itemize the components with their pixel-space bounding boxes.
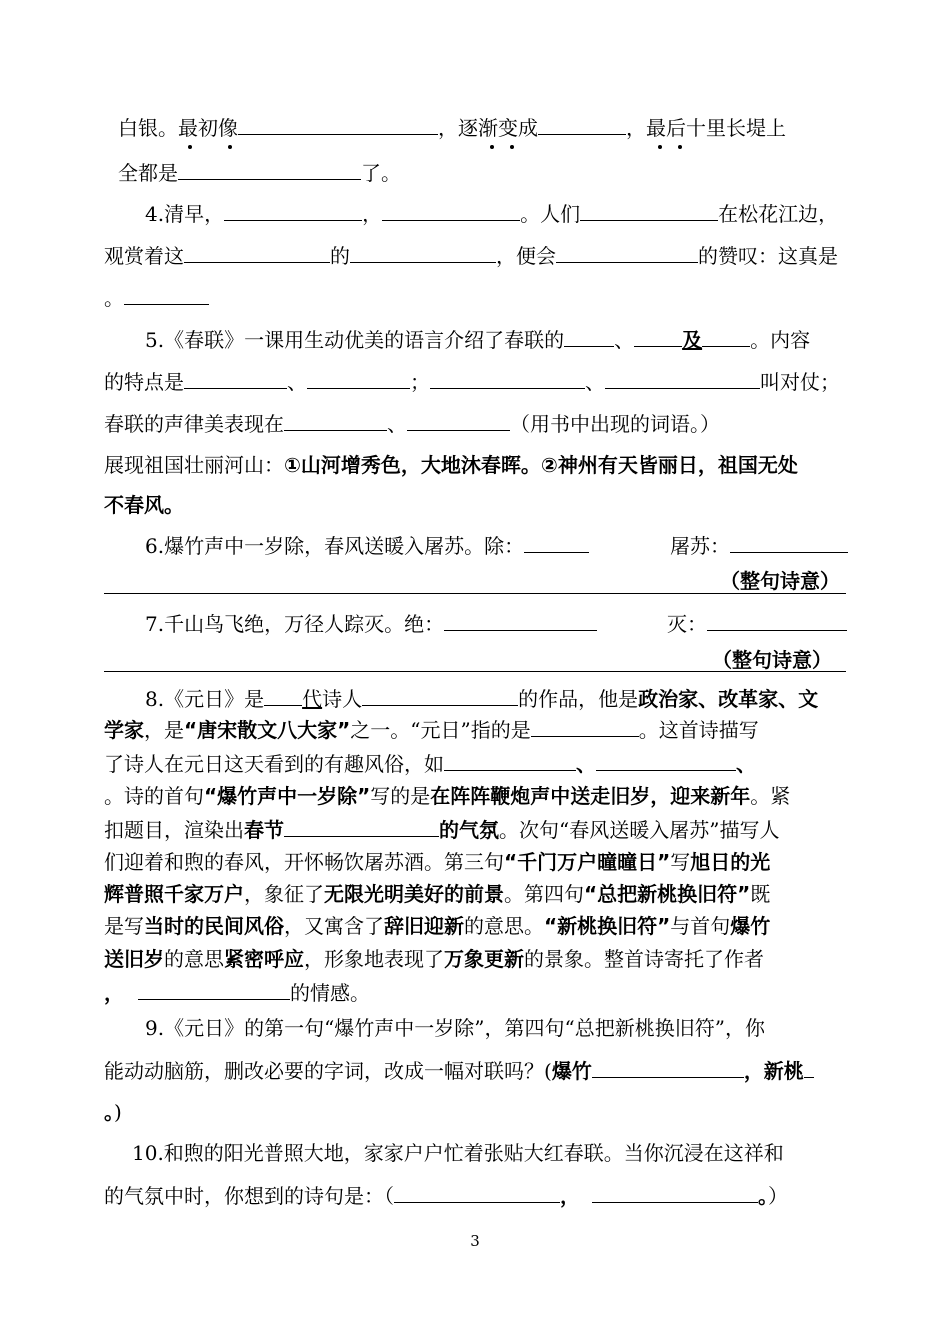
blank[interactable]	[224, 198, 362, 221]
q4-line-1: 4.清早， ， 。人们 在松花江边，	[145, 198, 838, 228]
q5-line-5: 不春风。	[104, 493, 184, 517]
q7-line-1b: 灭：	[667, 608, 847, 638]
q4-line-2: 观赏着这 的 ，便会 的赞叹：这真是	[104, 240, 838, 270]
q5-line-4: 展现祖国壮丽河山：①山河增秀色，大地沐春晖。②神州有天皆丽日，祖国无处	[104, 453, 798, 477]
blank[interactable]	[444, 608, 597, 631]
blank[interactable]	[238, 112, 438, 135]
blank[interactable]	[538, 112, 626, 135]
blank[interactable]	[592, 1180, 758, 1203]
blank[interactable]	[178, 157, 361, 180]
q9-line-2: 能动动脑筋，删改必要的字词，改成一幅对联吗？(爆竹 ，新桃	[104, 1055, 814, 1085]
q4-line-3: 。	[104, 282, 209, 312]
blank[interactable]	[184, 240, 330, 263]
q8-line-6: 们迎着和煦的春风，开怀畅饮屠苏酒。第三句“千门万户曈曈日”写旭日的光	[104, 850, 771, 874]
blank[interactable]	[444, 748, 576, 771]
q8-line-5: 扣题目，渲染出春节 的气氛。次句“春风送暖入屠苏”描写人	[104, 814, 779, 844]
q8-line-8: 是写当时的民间风俗，又寓含了辞旧迎新的意思。“新桃换旧符”与首句爆竹	[104, 914, 771, 938]
q6-line-1b: 屠苏：	[670, 530, 848, 560]
q8-line-7: 辉普照千家万户，象征了无限光明美好的前景。第四句“总把新桃换旧符”既	[104, 882, 771, 906]
blank[interactable]	[350, 240, 496, 263]
q5-line-2: 的特点是 、 ； 、 叫对仗；	[104, 366, 840, 396]
blank[interactable]	[407, 408, 510, 431]
blank[interactable]	[362, 683, 518, 706]
blank[interactable]	[524, 530, 589, 553]
blank[interactable]	[138, 977, 290, 1000]
q6-line-1: 6.爆竹声中一岁除，春风送暖入屠苏。除：	[145, 530, 589, 560]
blank[interactable]	[284, 814, 439, 837]
blank[interactable]	[124, 282, 209, 305]
answer-rule[interactable]	[104, 671, 846, 672]
blank[interactable]	[564, 324, 614, 347]
q10-line-1: 10.和煦的阳光普照大地，家家户户忙着张贴大红春联。当你沉浸在这祥和	[132, 1141, 784, 1165]
q8-line-2: 学家，是“唐宋散文八大家”之一。“元日”指的是 。这首诗描写	[104, 714, 759, 744]
blank[interactable]	[730, 530, 848, 553]
line-1: 白银。最初像 ，逐渐变成 ，最后十里长堤上	[118, 112, 786, 142]
blank[interactable]	[634, 324, 682, 347]
line-2: 全都是 了。	[118, 157, 401, 187]
blank[interactable]	[284, 408, 387, 431]
q7-line-1: 7.千山鸟飞绝，万径人踪灭。绝：	[145, 608, 597, 638]
blank[interactable]	[605, 366, 760, 389]
q5-line-1: 5.《春联》一课用生动优美的语言介绍了春联的 、 及 。内容	[145, 324, 810, 354]
blank[interactable]	[430, 366, 585, 389]
q8-line-3: 了诗人在元日这天看到的有趣风俗，如 、 、	[104, 748, 756, 778]
blank[interactable]	[184, 366, 287, 389]
q9-line-3: 。)	[104, 1100, 122, 1124]
q5-line-3: 春联的声律美表现在 、 （用书中出现的词语。）	[104, 408, 720, 438]
blank[interactable]	[531, 714, 639, 737]
q6-meaning: （整句诗意）	[720, 569, 840, 593]
blank[interactable]	[596, 748, 736, 771]
q8-line-1: 8.《元日》是 代诗人 的作品，他是政治家、改革家、文	[145, 683, 818, 713]
blank[interactable]	[307, 366, 410, 389]
q9-line-1: 9.《元日》的第一句“爆竹声中一岁除”，第四句“总把新桃换旧符”，你	[145, 1016, 765, 1040]
q8-line-10: ， 的情感。	[104, 977, 370, 1007]
blank[interactable]	[592, 1055, 744, 1078]
page-number: 3	[470, 1232, 480, 1250]
blank[interactable]	[707, 608, 847, 631]
q10-line-2: 的气氛中时，你想到的诗句是：（ ， 。）	[104, 1180, 788, 1210]
blank[interactable]	[804, 1055, 814, 1078]
blank[interactable]	[702, 324, 750, 347]
blank[interactable]	[556, 240, 698, 263]
blank[interactable]	[580, 198, 718, 221]
blank[interactable]	[382, 198, 520, 221]
answer-rule[interactable]	[104, 593, 846, 594]
q7-meaning: （整句诗意）	[712, 648, 832, 672]
q8-line-4: 。诗的首句“爆竹声中一岁除”写的是在阵阵鞭炮声中送走旧岁，迎来新年。紧	[104, 784, 791, 808]
blank[interactable]	[394, 1180, 560, 1203]
q8-line-9: 送旧岁的意思紧密呼应，形象地表现了万象更新的景象。整首诗寄托了作者	[104, 947, 764, 971]
